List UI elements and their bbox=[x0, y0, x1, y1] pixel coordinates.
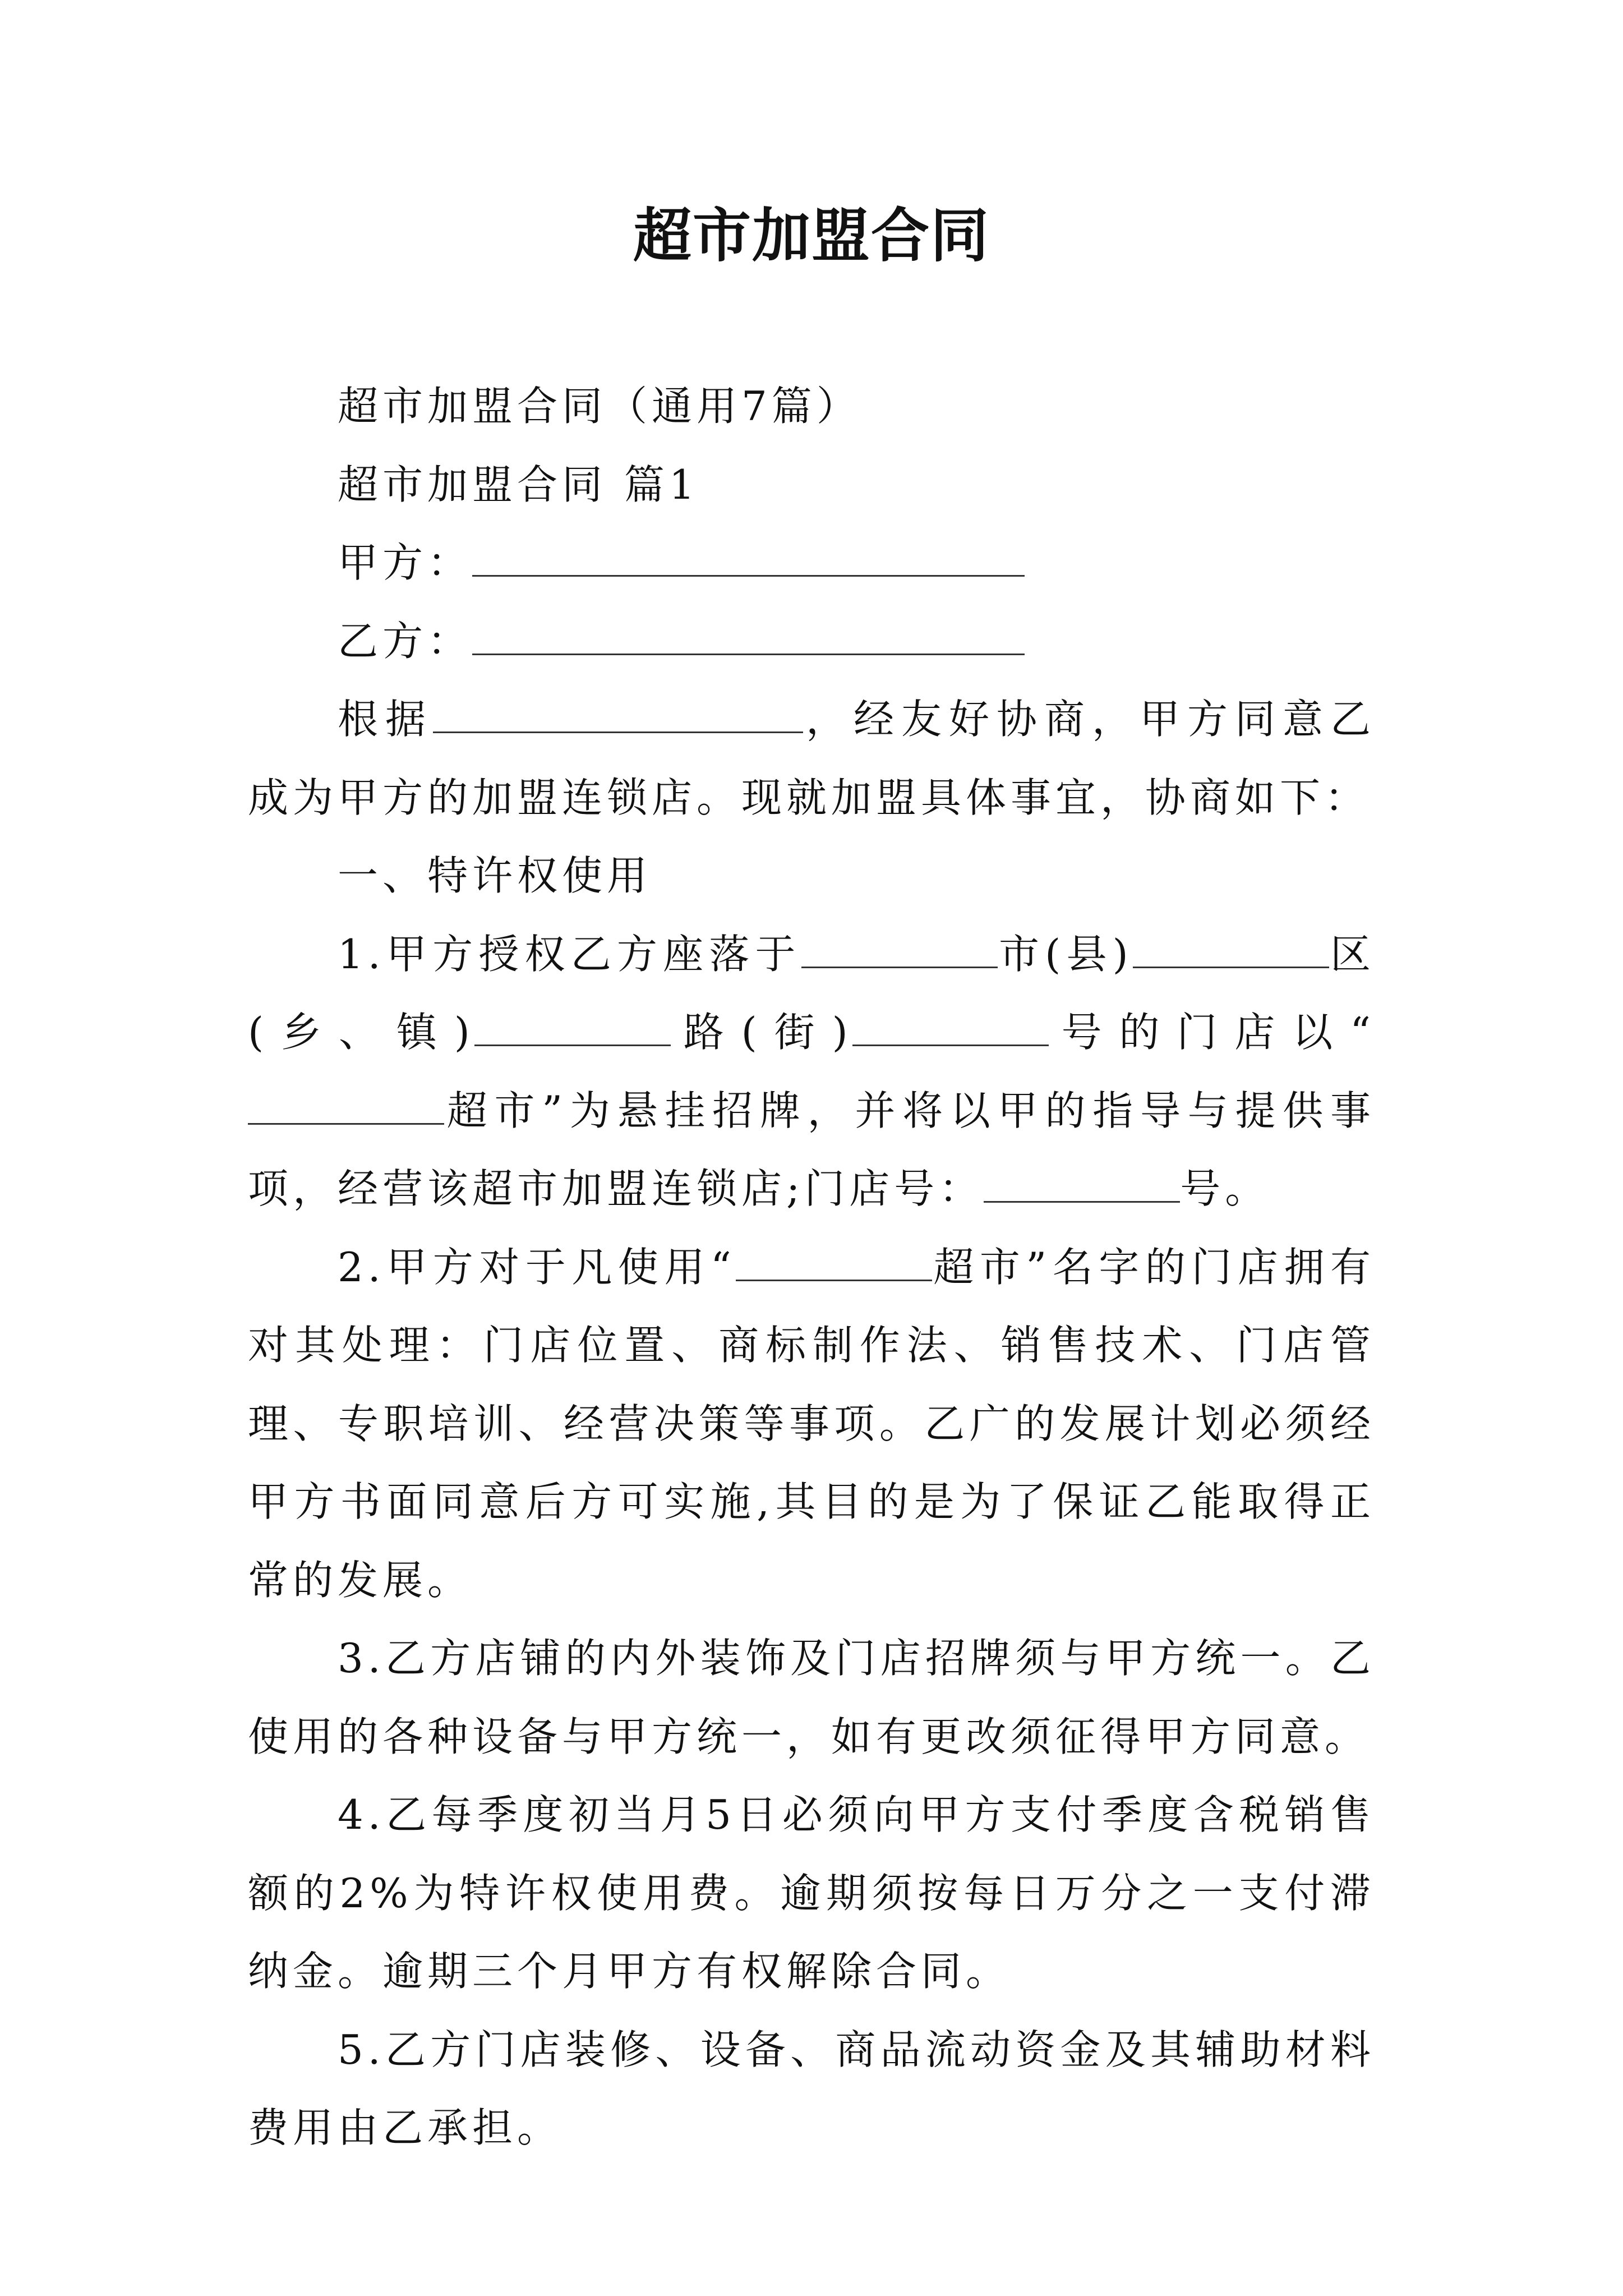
clause-3: 3.乙方店铺的内外装饰及门店招牌须与甲方统一。乙使用的各种设备与甲方统一，如有更改须征得甲方同意。 bbox=[248, 1635, 1375, 1760]
clause-1-text: 号。 bbox=[1180, 1165, 1270, 1212]
clause-4: 4.乙每季度初当月5日必须向甲方支付季度含税销售额的2%为特许权使用费。逾期须按每日万分之一支付滞纳金。逾期三个月甲方有权解除合同。 bbox=[248, 1791, 1375, 1995]
heading-1: 一、特许权使用 bbox=[338, 852, 652, 899]
basis-prefix: 根据 bbox=[338, 696, 433, 743]
number-blank bbox=[852, 1012, 1049, 1046]
party-a-label: 甲方： bbox=[338, 539, 473, 586]
clause-1-text: 市(县) bbox=[997, 930, 1133, 978]
party-b-blank bbox=[472, 621, 1025, 655]
party-b-line bbox=[248, 602, 1375, 681]
clause-1-text: 1.甲方授权乙方座落于 bbox=[338, 930, 801, 978]
clause-2-text: 超市”名字的门店拥有对其处理：门店位置、商标制作法、销售技术、门店管理、专职培训、经营决策等事项。乙广的发展计划必须经甲方书面同意后方可实施,其目的是为了保证乙能取得正常的发展。 bbox=[248, 1243, 1375, 1604]
city-blank bbox=[801, 934, 998, 968]
clause-5: 5.乙方门店装修、设备、商品流动资金及其辅助材料费用由乙承担。 bbox=[248, 2026, 1375, 2151]
clause-1-text: 路(街) bbox=[670, 1009, 852, 1056]
document-body bbox=[248, 367, 1375, 2168]
party-a-blank bbox=[472, 542, 1025, 577]
clause-1-text: 超市”为悬挂招牌，并将以甲的指导与提供事项，经营该超市加盟连锁店;门店号： bbox=[248, 1087, 1375, 1212]
section-heading: 超市加盟合同 篇1 bbox=[338, 461, 699, 508]
district-blank bbox=[1133, 934, 1329, 968]
brand-blank bbox=[736, 1247, 932, 1281]
clause-1-text: 区(乡、镇) bbox=[248, 930, 1375, 1056]
clause-1-text: 号的门店以“ bbox=[1048, 1009, 1375, 1056]
basis-paragraph bbox=[248, 680, 1375, 837]
store-number-blank bbox=[984, 1168, 1180, 1203]
party-b-label: 乙方： bbox=[338, 617, 473, 665]
basis-blank bbox=[433, 699, 803, 733]
document-title: 超市加盟合同 bbox=[633, 201, 990, 270]
store-name-blank bbox=[248, 1091, 444, 1125]
clause-2 bbox=[248, 1228, 1375, 1620]
clause-2-text: 2.甲方对于凡使用“ bbox=[338, 1243, 736, 1291]
clause-1 bbox=[248, 915, 1375, 1228]
subtitle: 超市加盟合同（通用7篇） bbox=[338, 383, 861, 430]
party-a-line bbox=[248, 524, 1375, 602]
road-blank bbox=[474, 1012, 671, 1046]
basis-suffix: ，经友好协商，甲方同意乙成为甲方的加盟连锁店。现就加盟具体事宜，协商如下： bbox=[248, 696, 1375, 821]
